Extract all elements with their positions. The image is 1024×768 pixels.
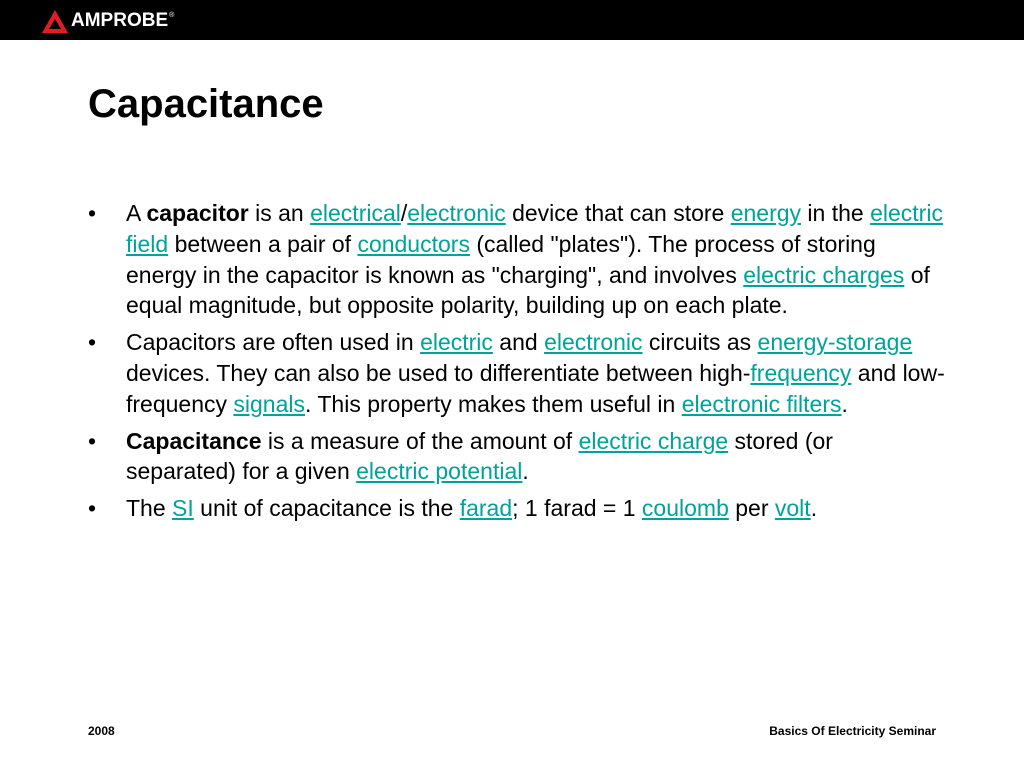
link-electronic[interactable]: electronic (407, 200, 506, 226)
logo-trademark: ® (169, 12, 175, 19)
warning-triangle-icon (42, 10, 68, 33)
text: The (126, 495, 173, 522)
link-electronic-filters[interactable]: electronic filters (681, 390, 842, 417)
text: unit of capacitance is the (193, 495, 460, 522)
bold-term: Capacitance (126, 427, 262, 454)
text: between a pair of (168, 230, 358, 257)
text: A (126, 200, 147, 226)
bullet-item-capacitance (88, 426, 948, 488)
link-frequency[interactable]: frequency (750, 359, 852, 386)
text: and (492, 329, 545, 356)
text: devices. They can also be used to differentiate between high- (126, 359, 751, 386)
text: of equal magnitude, but opposite polarity, building up on each plate. (126, 261, 930, 319)
text: . (810, 495, 818, 522)
text: stored (or separated) for a given (126, 427, 833, 485)
bullet-item-capacitor (88, 198, 948, 321)
text: is an (248, 200, 311, 226)
bullet-icon: • (88, 495, 97, 522)
bullet-item-uses (88, 327, 948, 419)
header-bar (0, 0, 1024, 40)
link-energy[interactable]: energy (730, 200, 802, 226)
amprobe-logo (42, 9, 174, 33)
link-energy-storage[interactable]: energy-storage (757, 329, 913, 356)
text: (called "plates"). The process of storing energy in the capacitor is known as "charging", and involves (126, 230, 876, 288)
text: per (728, 495, 775, 522)
bullet-list (88, 198, 948, 530)
link-electric-charge[interactable]: electric charge (578, 427, 729, 454)
logo-text: AMPROBE (71, 10, 169, 31)
text: / (400, 200, 408, 226)
text: is a measure of the amount of (261, 427, 579, 454)
link-electronic[interactable]: electronic (544, 329, 643, 356)
link-electrical[interactable]: electrical (310, 200, 401, 226)
link-si[interactable]: SI (172, 495, 194, 522)
text: . This property makes them useful in (305, 390, 682, 417)
footer-year: 2008 (88, 724, 115, 738)
text: . (841, 390, 848, 417)
text: circuits as (642, 329, 758, 356)
link-electric-charges[interactable]: electric charges (743, 261, 905, 288)
link-electric[interactable]: electric (420, 329, 493, 356)
link-conductors[interactable]: conductors (357, 230, 470, 257)
text: . (522, 458, 529, 485)
bold-term: capacitor (146, 200, 249, 226)
bullet-icon: • (88, 200, 97, 226)
bullet-icon: • (88, 329, 97, 356)
slide-title: Capacitance (88, 82, 324, 126)
text: and low-frequency (126, 359, 945, 417)
bullet-item-si-unit (88, 493, 948, 524)
link-electric-potential[interactable]: electric potential (356, 458, 523, 485)
link-electric-field[interactable]: electric field (126, 200, 943, 257)
text: in the (801, 200, 871, 226)
text: ; 1 farad = 1 (512, 495, 642, 522)
link-farad[interactable]: farad (459, 495, 513, 522)
footer-seminar-title: Basics Of Electricity Seminar (769, 724, 936, 738)
link-volt[interactable]: volt (774, 495, 811, 522)
link-coulomb[interactable]: coulomb (641, 495, 729, 522)
bullet-icon: • (88, 427, 97, 454)
text: Capacitors are often used in (126, 329, 421, 356)
text: device that can store (505, 200, 731, 226)
link-signals[interactable]: signals (233, 390, 306, 417)
